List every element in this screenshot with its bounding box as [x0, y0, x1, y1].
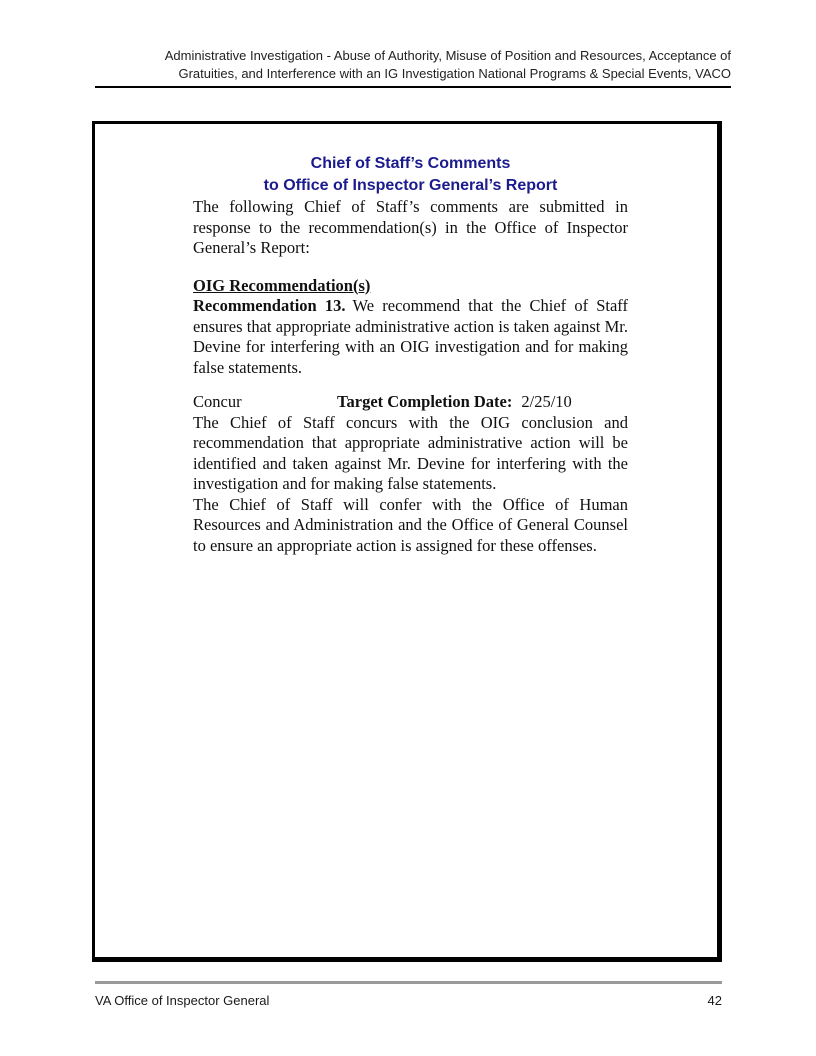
concur-label: Concur — [193, 392, 242, 411]
intro-paragraph: The following Chief of Staff’s comments are submitted in response to the recommendation(s) in the Office of Inspector General’s Report: — [193, 197, 628, 257]
recommendation-paragraph — [193, 296, 628, 378]
box-title-line-1: Chief of Staff’s Comments — [310, 155, 511, 172]
section-heading: OIG Recommendation(s) — [193, 275, 371, 295]
footer-organization: VA Office of Inspector General — [95, 993, 270, 1008]
page-header — [95, 47, 731, 88]
recommendation-label: Recommendation 13. — [193, 296, 346, 315]
box-title-line-2: to Office of Inspector General’s Report — [263, 177, 558, 194]
box-title — [193, 153, 628, 197]
concur-row — [193, 392, 628, 413]
target-completion-date: 2/25/10 — [521, 392, 572, 411]
page-footer — [95, 981, 722, 1009]
target-completion-label: Target Completion Date: — [337, 392, 513, 411]
response-paragraph-1: The Chief of Staff concurs with the OIG conclusion and recommendation that appropriate administrative action will be identified and taken against Mr. Devine for interfering with the investigation and for making false statements. — [193, 412, 628, 493]
header-line-1: Administrative Investigation - Abuse of Authority, Misuse of Position and Resources, Acceptance of — [164, 48, 731, 63]
recommendation-text: We recommend that the Chief of Staff ensures that appropriate administrative action is taken against Mr. Devine for interfering with an OIG investigation and for making false statements. — [193, 296, 628, 377]
section-heading-row — [193, 276, 628, 297]
header-line-2: Gratuities, and Interference with an IG Investigation National Programs & Special Events, VACO — [178, 66, 731, 81]
footer-page-number: 42 — [707, 993, 722, 1008]
comments-box — [92, 121, 722, 962]
response-paragraph-2: The Chief of Staff will confer with the Office of Human Resources and Administration and the Office of General Counsel to ensure an appropriate action is assigned for these offenses. — [193, 494, 628, 555]
